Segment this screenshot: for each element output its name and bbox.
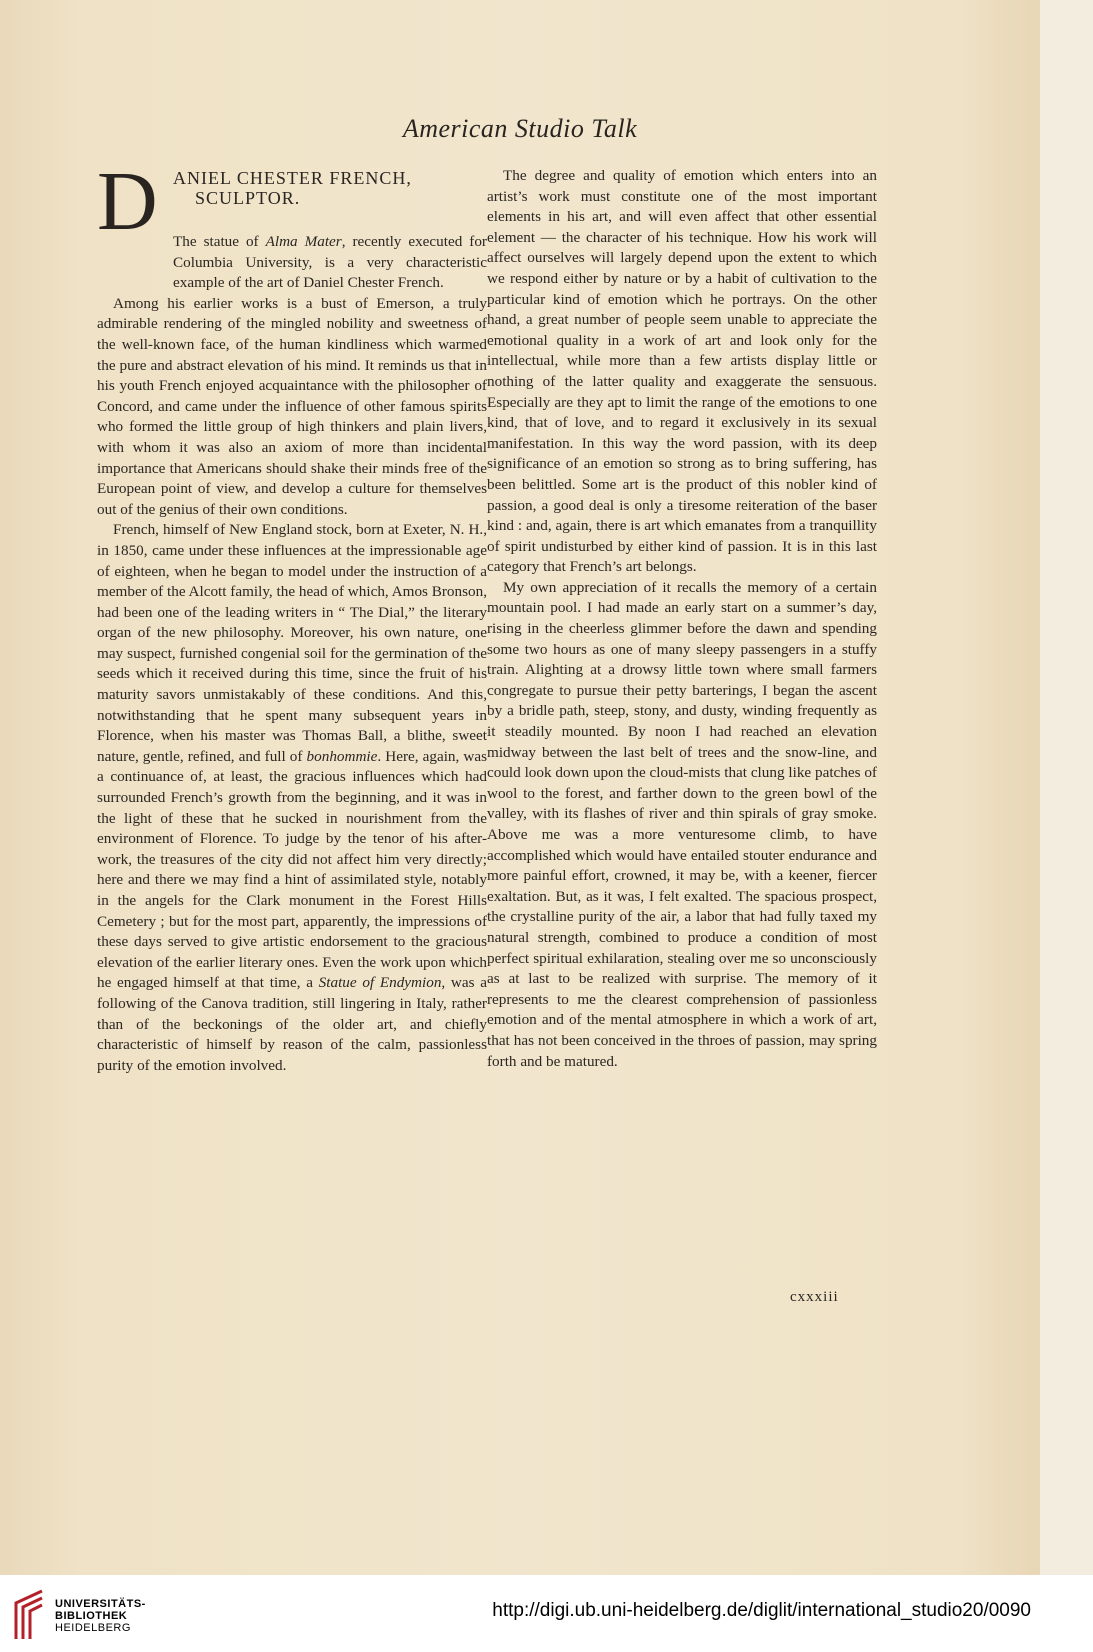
scan-margin: [1040, 0, 1093, 1575]
paragraph: [97, 520, 487, 1076]
article-title-line1: ANIEL CHESTER FRENCH,: [173, 168, 412, 188]
source-url-link[interactable]: http://digi.ub.uni-heidelberg.de/diglit/international_studio20/0090: [492, 1600, 1031, 1621]
drop-cap: D: [97, 155, 158, 248]
intro-text: The statue of: [173, 233, 266, 250]
library-name-line2: BIBLIOTHEK: [55, 1610, 128, 1622]
intro-italic: Alma Mater: [265, 233, 342, 250]
page-number: cxxxiii: [790, 1289, 839, 1305]
paragraph-text: . Here, again, was a continuance of, at least, the gracious influences which had surrounded French’s growth from the beginning, and it was in the light of these that he sucked in nourishment from the environment of Florence. To judge by the tenor of his after-work, the treasures of the city did not affect him very directly; here and there we may find a hint of assimilated style, notably in the angels for the Clark monument in the Forest Hills Cemetery ; but for the most part, apparently, the impressions of these days served to give artistic endorsement to the gracious elevation of the earlier literary ones. Even the work upon which he engaged himself at that time, a: [97, 747, 488, 992]
library-name-line3: HEIDELBERG: [55, 1622, 131, 1634]
paragraph-italic: bonhommie: [306, 747, 378, 765]
right-column: [487, 166, 877, 1072]
paragraph: Among his earlier works is a bust of Emerson, a truly admirable rendering of the mingled nobility and sweetness of the well-known face, of the human kindliness which warmed the pure and abstract elevation of his mind. It reminds us that in his youth French enjoyed acquaintance with the philosopher of Concord, and came under the influence of other famous spirits who formed the little group of high thinkers and plain livers, with whom it was also an axiom of more than incidental importance that Americans should shake their minds free of the European point of view, and develop a culture for themselves out of the genius of their own conditions.: [97, 294, 487, 518]
paragraph-text: French, himself of New England stock, born at Exeter, N. H., in 1850, came under these influences at the impressionable age of eighteen, when he began to model under the instruction of a member of the Alcott family, the head of which, Amos Bronson, had been one of the leading writers in “ The Dial,” the literary organ of the new philosophy. Moreover, his own nature, one may suspect, furnished congenial soil for the germination of the seeds which it received during this time, since the fruit of his maturity savors unmistakably of these conditions. And this, notwithstanding that he spent many subsequent years in Florence, when his master was Thomas Ball, a blithe, sweet nature, gentle, refined, and full of: [97, 521, 488, 765]
left-column: [97, 155, 488, 1076]
paragraph: My own appreciation of it recalls the memory of a certain mountain pool. I had made an early start on a summer’s day, rising in the cheerless glimmer before the dawn and spending some two hours as one of many sleepy passengers in a stuffy train. Alighting at a drowsy little town where small farmers congregate to pursue their petty barterings, I began the ascent by a bridle path, steep, stony, and dusty, winding frequently as it steadily mounted. By noon I had reached an elevation midway between the last belt of trees and the snow-line, and could look down upon the cloud-mists that clung like patches of wool to the forest, and farther down to the green bowl of the valley, with its flashes of river and thin spirals of gray smoke. Above me was a more venturesome climb, to have accomplished which would have entailed stouter endurance and more painful effort, crowned, it may be, with a keener, fiercer exaltation. But, as it was, I felt exalted. The spacious prospect, the crystalline purity of the air, a labor that had fully taxed my natural strength, combined to produce a condition of most perfect spiritual exhilaration, stealing over me so unconsciously as at last to be realized with surprise. The memory of it represents to me the clearest comprehension of passionless emotion and of the mental atmosphere in which a work of art, that has not been conceived in the throes of passion, may spring forth and be matured.: [487, 578, 877, 1070]
library-logo-icon: [12, 1589, 48, 1641]
article-title-line2: SCULPTOR.: [195, 188, 301, 208]
paragraph-text: , was a following of the Canova tradition, still lingering in Italy, rather than of the beckonings of the older art, and chiefly characteristic of himself by reason of the calm, passionless purity of the emotion involved.: [97, 974, 487, 1074]
library-name: [55, 1598, 146, 1634]
paragraph-italic: Statue of Endymion: [318, 974, 442, 992]
paragraph: The degree and quality of emotion which enters into an artist’s work must constitute one of the most important elements in his art, and will even affect that other essential element — the character of his technique. How his work will affect ourselves will largely depend upon the extent to which we respond either by nature or by a habit of cultivation to the particular kind of emotion which he portrays. On the other hand, a great number of people seem unable to appreciate the emotional quality in a work of art and look only for the intellectual, while more than a few artists display little or nothing of the latter quality and exaggerate the sensuous. Especially are they apt to limit the range of the emotions to one kind, that of love, and to regard it exclusively in its sexual manifestation. In this way the word passion, with its deep significance of an emotion so strong as to bring suffering, has been belittled. Some art is the product of this nobler kind of passion, a good deal is only a tiresome reiteration of the baser kind : and, again, there is art which emanates from a tranquillity of spirit undisturbed by either kind of passion. It is in this last category that French’s art belongs.: [487, 167, 877, 576]
footer-bar: [0, 1575, 1093, 1652]
running-head: American Studio Talk: [402, 114, 638, 143]
library-name-line1: UNIVERSITÄTS-: [55, 1598, 146, 1610]
intro-rest: , recently executed for Columbia University, is a very characteristic example of the art of Daniel Chester French.: [173, 233, 487, 292]
